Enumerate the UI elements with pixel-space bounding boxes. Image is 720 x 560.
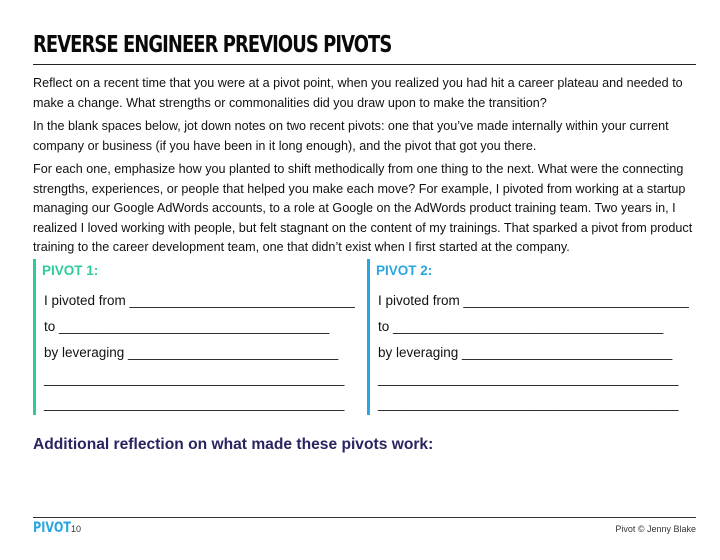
- pivot-2-from-line[interactable]: I pivoted from ______________________________: [378, 293, 689, 308]
- intro-paragraph: In the blank spaces below, jot down notes on two recent pivots: one that you’ve made internally within your current company or business (if you have been in it long enough), and the pivot that got you there.: [33, 119, 669, 153]
- intro-text: [33, 74, 693, 262]
- pivot-2-box: [367, 259, 700, 415]
- pivot-1-from-line[interactable]: I pivoted from ______________________________: [44, 293, 355, 308]
- pivot-1-blank-line[interactable]: ________________________________________: [44, 371, 345, 386]
- page-title: REVERSE ENGINEER PREVIOUS PIVOTS: [33, 32, 392, 58]
- pivot-1-to-line[interactable]: to ____________________________________: [44, 319, 330, 334]
- intro-paragraph: Reflect on a recent time that you were at a pivot point, when you realized you had hit a career plateau and needed to make a change. What strengths or commonalities did you draw upon to make the transition?: [33, 76, 683, 110]
- pivot-1-blank-line[interactable]: ________________________________________: [44, 396, 345, 411]
- footer-credit: Pivot © Jenny Blake: [615, 524, 696, 534]
- page-number: 10: [71, 524, 82, 534]
- pivot-2-blank-line[interactable]: ________________________________________: [378, 371, 679, 386]
- pivot-1-heading: PIVOT 1:: [42, 263, 99, 278]
- pivot-2-blank-line[interactable]: ________________________________________: [378, 396, 679, 411]
- pivot-2-leveraging-line[interactable]: by leveraging ____________________________: [378, 345, 673, 360]
- additional-reflection-heading: Additional reflection on what made these pivots work:: [33, 436, 434, 453]
- pivot-1-box: [33, 259, 366, 415]
- intro-paragraph: For each one, emphasize how you planted to shift methodically from one thing to the next. What were the connecting strengths, experiences, or people that helped you make each move? For example, I pivoted from working at a startup managing our Google AdWords accounts, to a role at Google on the AdWords product training team. Two years in, I realized I loved working with people, but felt stagnant on the content of my trainings. That sparked a pivot from product training to the career development team, one that didn’t exist when I first started at the company.: [33, 162, 693, 254]
- pivot-2-to-line[interactable]: to ____________________________________: [378, 319, 664, 334]
- pivot-2-heading: PIVOT 2:: [376, 263, 433, 278]
- footer-divider: [33, 517, 696, 518]
- title-divider: [33, 64, 696, 65]
- pivot-1-leveraging-line[interactable]: by leveraging ____________________________: [44, 345, 339, 360]
- pivot-logo: PIVOT: [33, 520, 72, 536]
